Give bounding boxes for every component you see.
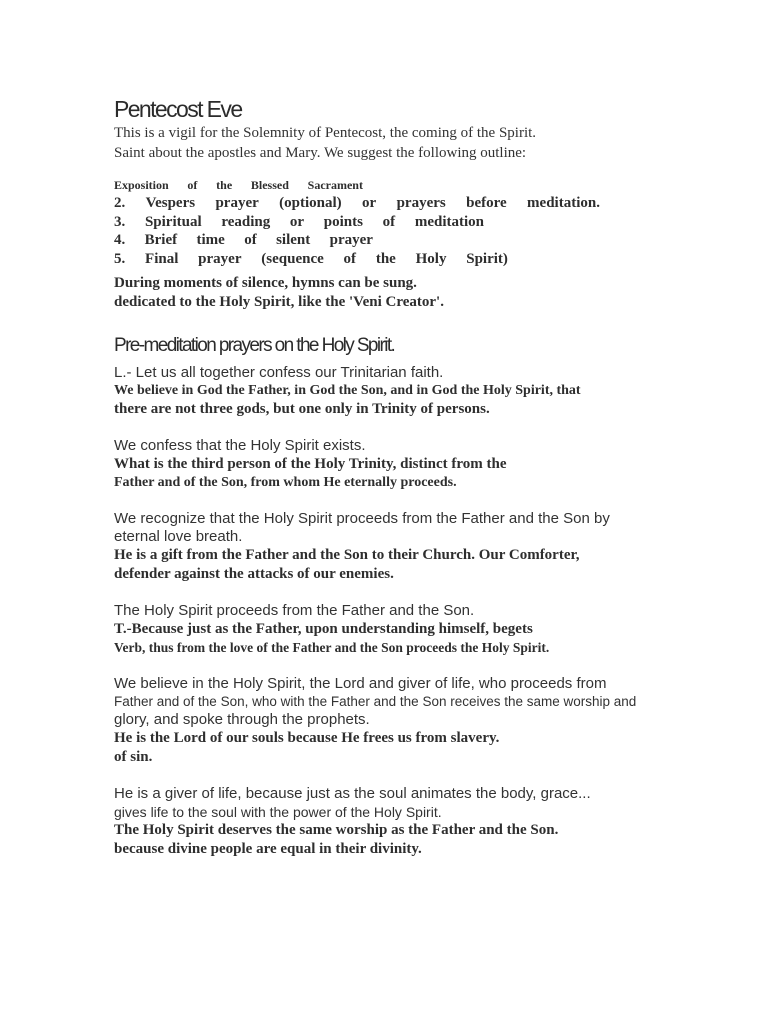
outline-word: or [289, 213, 305, 230]
prayer-block [114, 437, 674, 492]
outline-word: meditation. [527, 195, 600, 211]
prayer-response-line: The Holy Spirit deserves the same worship as the Father and the Son. [114, 822, 559, 838]
outline-item-exposition [114, 177, 363, 194]
outline-list [114, 177, 674, 268]
prayer-response-line: of sin. [114, 749, 153, 765]
document-page [114, 95, 674, 859]
outline-word: Exposition [114, 178, 169, 192]
outline-word: Brief [144, 232, 178, 248]
prayer-response-line: defender against the attacks of our enemies. [114, 566, 394, 582]
outline-word: of [343, 250, 357, 267]
prayer-response-line: there are not three gods, but one only in Trinity of persons. [114, 401, 490, 417]
outline-word: before [466, 195, 507, 211]
outline-word: of [187, 178, 198, 192]
outline-word: 3. [114, 213, 126, 230]
outline-word: or [362, 195, 377, 211]
outline-word: Final [145, 250, 179, 267]
prayer-response-line: What is the third person of the Holy Trinity, distinct from the [114, 456, 507, 472]
outline-item-final-prayer [114, 250, 508, 269]
outline-word: Spirit) [466, 250, 508, 267]
prayer-block [114, 510, 674, 584]
outline-word: 4. [114, 232, 126, 248]
prayer-leader-line: glory, and spoke through the prophets. [114, 711, 370, 728]
outline-word: meditation [414, 213, 484, 230]
prayer-response-line: because divine people are equal in their divinity. [114, 841, 422, 857]
outline-word: prayer [198, 250, 242, 267]
prayer-leader-line: Father and of the Son, who with the Father and the Son receives the same worship and [114, 694, 637, 709]
section-title: Pre-meditation prayers on the Holy Spirit. [114, 335, 395, 356]
prayer-block [114, 364, 674, 419]
silence-note-line: dedicated to the Holy Spirit, like the 'Veni Creator'. [114, 294, 444, 310]
outline-word: points [323, 213, 363, 230]
silence-note [114, 274, 674, 312]
outline-word: prayer [329, 232, 373, 248]
prayer-response-line: Father and of the Son, from whom He eternally proceeds. [114, 475, 457, 490]
outline-word: the [375, 250, 396, 267]
prayer-leader-line: The Holy Spirit proceeds from the Father and the Son. [114, 602, 475, 619]
outline-word: of [244, 232, 257, 248]
prayer-response-line: We believe in God the Father, in God the Son, and in God the Holy Spirit, that [114, 383, 581, 398]
prayer-leader-line: We confess that the Holy Spirit exists. [114, 437, 366, 454]
prayer-block [114, 675, 674, 767]
intro-paragraph [114, 123, 674, 163]
outline-item-vespers [114, 194, 600, 213]
outline-word: prayer [215, 195, 259, 211]
outline-word: (optional) [279, 195, 342, 211]
outline-word: reading [221, 213, 271, 230]
prayer-response-line: He is the Lord of our souls because He frees us from slavery. [114, 730, 500, 746]
prayer-leader-line: gives life to the soul with the power of the Holy Spirit. [114, 804, 442, 820]
prayer-response-line: Verb, thus from the love of the Father and the Son proceeds the Holy Spirit. [114, 640, 550, 655]
silence-note-line: During moments of silence, hymns can be sung. [114, 275, 417, 291]
prayer-block [114, 602, 674, 657]
outline-word: of [382, 213, 396, 230]
outline-word: time [196, 232, 225, 248]
outline-word: the [216, 178, 233, 192]
prayer-response-line: T.-Because just as the Father, upon understanding himself, begets [114, 621, 533, 637]
outline-word: Spiritual [144, 213, 202, 230]
outline-word: Holy [415, 250, 447, 267]
outline-word: 2. [114, 195, 126, 211]
intro-line: Saint about the apostles and Mary. We suggest the following outline: [114, 145, 527, 161]
outline-word: Sacrament [307, 178, 363, 192]
outline-word: Blessed [250, 178, 289, 192]
prayer-leader-line: eternal love breath. [114, 528, 243, 545]
outline-item-reading [114, 213, 484, 232]
outline-word: (sequence [261, 250, 324, 267]
intro-line: This is a vigil for the Solemnity of Pentecost, the coming of the Spirit. [114, 125, 537, 141]
prayer-leader-line: L.- Let us all together confess our Trinitarian faith. [114, 364, 444, 381]
outline-item-silent-prayer [114, 231, 373, 250]
prayer-leader-line: He is a giver of life, because just as the soul animates the body, grace... [114, 785, 591, 802]
prayer-leader-line: We recognize that the Holy Spirit proceeds from the Father and the Son by [114, 510, 610, 527]
outline-word: prayers [396, 195, 446, 211]
prayer-response-line: He is a gift from the Father and the Son to their Church. Our Comforter, [114, 547, 580, 563]
page-title: Pentecost Eve [114, 96, 242, 122]
prayer-block [114, 785, 674, 859]
prayer-leader-line: We believe in the Holy Spirit, the Lord and giver of life, who proceeds from [114, 675, 607, 692]
outline-word: Vespers [145, 195, 196, 211]
outline-word: 5. [114, 250, 126, 267]
outline-word: silent [276, 232, 311, 248]
